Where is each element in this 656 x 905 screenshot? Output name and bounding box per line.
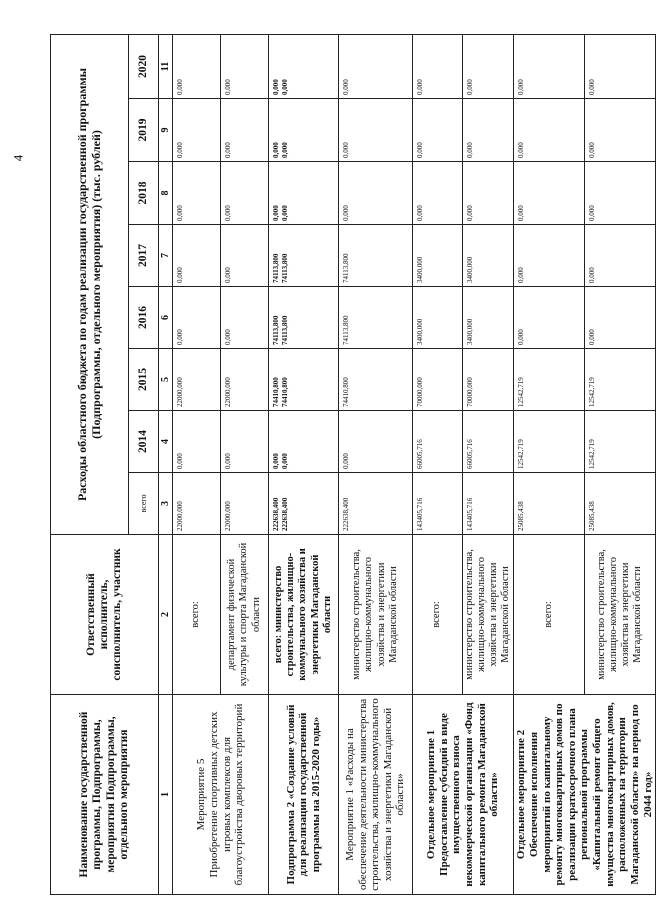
value-line: 66005,716	[416, 439, 424, 469]
value-line: 0,000	[466, 205, 474, 221]
value-line: 74410,800	[272, 377, 280, 407]
value-line: 74410,800	[342, 377, 350, 407]
page-number: 4	[10, 154, 25, 162]
row-value	[585, 349, 656, 411]
row-value	[221, 34, 269, 98]
row-name-line: Обеспечение исполнения мероприятий по капитальному ремонту многоквартирных домов по реализации краткосрочного плана региональной программы «Капитальный ремонт общего имущества многоквартирных домов, расположенных на территории Магаданской области» на период по 2044 год»	[527, 702, 654, 887]
value-line: 0,000	[272, 205, 280, 221]
row-value	[173, 287, 221, 349]
value-line: 74113,800	[342, 315, 350, 345]
value-line: 0,000	[588, 205, 597, 221]
row-name-line: Приобретение спортивных детских игровых комплексов для благоустройства дворовых территорий	[207, 703, 246, 886]
row-value	[585, 162, 656, 225]
value-line: 74113,800	[280, 315, 289, 345]
value-line: 74113,800	[280, 253, 289, 283]
value-line: 0,000	[224, 329, 232, 345]
row-value	[463, 349, 514, 411]
header-year-2016: 2016	[129, 287, 159, 349]
row-value	[173, 225, 221, 287]
header-year-2018: 2018	[129, 162, 159, 225]
row-responsible: департамент физической культуры и спорта Магаданской области	[221, 535, 269, 695]
value-line: 0,000	[466, 79, 474, 95]
row-value	[269, 411, 339, 473]
row-value	[269, 225, 339, 287]
row-value	[585, 99, 656, 162]
row-value	[463, 34, 514, 98]
row-value	[463, 225, 514, 287]
row-name-line: Отдельное мероприятие 2	[515, 729, 528, 860]
value-line: 25085,438	[588, 501, 597, 531]
value-line: 0,000	[416, 79, 424, 95]
row-name	[173, 695, 269, 895]
row-value	[463, 99, 514, 162]
value-line: 12542,719	[517, 439, 526, 469]
value-line: 0,000	[280, 79, 289, 95]
row-name	[514, 695, 656, 895]
header-year-2019: 2019	[129, 99, 159, 162]
value-line: 0,000	[224, 267, 232, 283]
column-number: 11	[159, 34, 173, 98]
row-value	[463, 411, 514, 473]
row-name-line: Отдельное мероприятие 1	[425, 729, 438, 860]
table-row	[514, 34, 585, 894]
row-value	[173, 99, 221, 162]
column-number: 2	[159, 535, 173, 695]
value-line: 3400,000	[416, 318, 424, 345]
row-value	[413, 162, 463, 225]
row-value	[221, 473, 269, 535]
value-line: 0,000	[416, 142, 424, 158]
row-value	[173, 162, 221, 225]
row-value	[173, 473, 221, 535]
value-line: 0,000	[466, 142, 474, 158]
row-value	[514, 99, 585, 162]
row-responsible: всего: министерство строительства, жилищно-коммунального хозяйства и энергетики Магаданской области	[269, 535, 339, 695]
value-line: 74113,800	[342, 253, 350, 283]
row-value	[514, 411, 585, 473]
value-line: 0,000	[280, 453, 289, 469]
row-responsible: всего:	[173, 535, 221, 695]
table-row	[173, 34, 221, 894]
row-name-line: Подпрограмма 2 «Создание условий для реализации государственной программы на 2015-2020 годы»	[284, 704, 322, 885]
value-line: 0,000	[517, 142, 526, 158]
value-line: 0,000	[224, 453, 232, 469]
row-responsible: всего:	[413, 535, 463, 695]
value-line: 0,000	[176, 79, 184, 95]
value-line: 3400,000	[466, 256, 474, 283]
table-row	[339, 34, 413, 894]
value-line: 143405,716	[416, 497, 424, 531]
value-line: 22000,000	[176, 501, 184, 531]
row-name	[339, 695, 413, 895]
row-value	[221, 411, 269, 473]
value-line: 0,000	[342, 142, 350, 158]
row-value	[269, 162, 339, 225]
row-value	[514, 287, 585, 349]
value-line: 12542,719	[588, 377, 597, 407]
column-number: 4	[159, 411, 173, 473]
value-line: 0,000	[224, 79, 232, 95]
row-value	[514, 225, 585, 287]
column-number: 3	[159, 473, 173, 535]
row-value	[339, 287, 413, 349]
row-value	[173, 34, 221, 98]
value-line: 74410,800	[280, 377, 289, 407]
row-value	[269, 473, 339, 535]
value-line: 0,000	[272, 142, 280, 158]
value-line: 22000,000	[224, 377, 232, 407]
row-value	[339, 162, 413, 225]
row-value	[269, 349, 339, 411]
value-line: 143405,716	[466, 497, 474, 531]
column-number: 6	[159, 287, 173, 349]
row-value	[413, 473, 463, 535]
row-responsible: министерство строительства, жилищно-коммунального хозяйства и энергетики Магаданской области	[463, 535, 514, 695]
value-line: 0,000	[272, 453, 280, 469]
header-name: Наименование государственной программы, Подпрограммы, мероприятия Подпрограммы, отдельного мероприятия	[51, 695, 159, 895]
row-value	[269, 99, 339, 162]
value-line: 0,000	[342, 453, 350, 469]
value-line: 0,000	[342, 79, 350, 95]
row-value	[514, 34, 585, 98]
row-value	[585, 34, 656, 98]
value-line: 0,000	[588, 267, 597, 283]
header-year-2015: 2015	[129, 349, 159, 411]
value-line: 66005,716	[466, 439, 474, 469]
table-row	[269, 34, 339, 894]
value-line: 12542,719	[588, 439, 597, 469]
row-value	[221, 225, 269, 287]
value-line: 0,000	[517, 329, 526, 345]
value-line: 3400,000	[466, 318, 474, 345]
row-value	[514, 473, 585, 535]
value-line: 0,000	[224, 142, 232, 158]
value-line: 22000,000	[176, 377, 184, 407]
rotated-table-container	[50, 35, 654, 895]
row-value	[339, 473, 413, 535]
row-value	[339, 34, 413, 98]
row-name	[269, 695, 339, 895]
value-line: 22000,000	[224, 501, 232, 531]
value-line: 0,000	[176, 453, 184, 469]
row-value	[339, 411, 413, 473]
row-value	[173, 411, 221, 473]
column-number: 7	[159, 225, 173, 287]
value-line: 0,000	[224, 205, 232, 221]
value-line: 0,000	[517, 205, 526, 221]
row-value	[221, 349, 269, 411]
value-line: 70000,000	[416, 377, 424, 407]
row-value	[221, 162, 269, 225]
row-value	[413, 287, 463, 349]
value-line: 0,000	[517, 267, 526, 283]
value-line: 0,000	[588, 142, 597, 158]
header-year-2014: 2014	[129, 411, 159, 473]
row-responsible: министерство строительства, жилищно-коммунального хозяйства и энергетики Магаданской области	[339, 535, 413, 695]
header-year-2017: 2017	[129, 225, 159, 287]
row-value	[463, 473, 514, 535]
row-value	[585, 225, 656, 287]
row-value	[463, 287, 514, 349]
row-value	[514, 349, 585, 411]
header-budget: Расходы областного бюджета по годам реализации государственной программы (Подпрограммы, отдельного мероприятия) (тыс. рублей)	[51, 34, 129, 534]
column-number: 1	[159, 695, 173, 895]
row-value	[173, 349, 221, 411]
value-line: 0,000	[588, 79, 597, 95]
row-value	[339, 349, 413, 411]
value-line: 74113,800	[272, 253, 280, 283]
value-line: 0,000	[176, 205, 184, 221]
budget-table	[50, 34, 656, 895]
value-line: 0,000	[342, 205, 350, 221]
row-value	[463, 162, 514, 225]
row-value	[413, 34, 463, 98]
row-responsible: всего:	[514, 535, 585, 695]
row-value	[339, 225, 413, 287]
row-name	[413, 695, 514, 895]
table-row	[413, 34, 463, 894]
row-value	[339, 99, 413, 162]
row-value	[269, 287, 339, 349]
row-name-line: Мероприятие 5	[195, 758, 208, 831]
value-line: 0,000	[416, 205, 424, 221]
header-total: всего	[129, 473, 159, 535]
row-value	[269, 34, 339, 98]
value-line: 0,000	[280, 142, 289, 158]
row-value	[413, 99, 463, 162]
column-number: 5	[159, 349, 173, 411]
value-line: 0,000	[588, 329, 597, 345]
row-value	[221, 287, 269, 349]
row-value	[514, 162, 585, 225]
row-value	[221, 99, 269, 162]
column-number: 8	[159, 162, 173, 225]
value-line: 0,000	[272, 79, 280, 95]
header-year-2020: 2020	[129, 34, 159, 98]
row-value	[585, 287, 656, 349]
row-value	[585, 411, 656, 473]
row-name-line: Мероприятие 1 «Расходы на обеспечение деятельности министерства строительства, жилищно-коммунального хозяйства и энергетики Магаданской области»	[343, 698, 407, 891]
value-line: 222638,400	[342, 497, 350, 531]
row-value	[413, 411, 463, 473]
row-value	[585, 473, 656, 535]
value-line: 0,000	[280, 205, 289, 221]
row-value	[413, 349, 463, 411]
value-line: 0,000	[176, 142, 184, 158]
value-line: 25085,438	[517, 501, 526, 531]
value-line: 74113,800	[272, 315, 280, 345]
row-value	[413, 225, 463, 287]
value-line: 222638,400	[280, 497, 289, 531]
value-line: 0,000	[176, 329, 184, 345]
value-line: 12542,719	[517, 377, 526, 407]
value-line: 70000,000	[466, 377, 474, 407]
value-line: 0,000	[176, 267, 184, 283]
row-name-line: Предоставление субсидий в виде имущественного взноса некоммерческой организации «Фонд капитального ремонта Магаданской области»	[437, 702, 501, 887]
header-responsible: Ответственный исполнитель, соисполнитель, участник	[51, 535, 159, 695]
value-line: 0,000	[517, 79, 526, 95]
value-line: 222638,400	[272, 497, 280, 531]
row-responsible: министерство строительства, жилищно-коммунального хозяйства и энергетики Магаданской области	[585, 535, 656, 695]
value-line: 3400,000	[416, 256, 424, 283]
column-number: 9	[159, 99, 173, 162]
